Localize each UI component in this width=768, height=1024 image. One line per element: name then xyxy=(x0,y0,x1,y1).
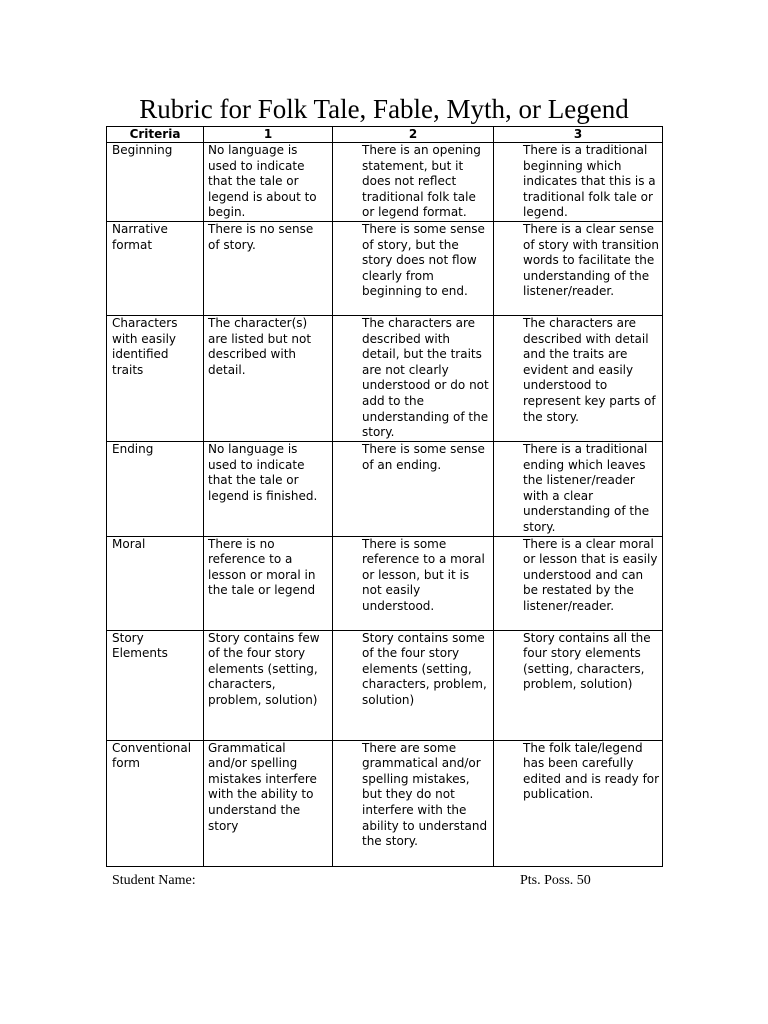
header-score-2: 2 xyxy=(333,127,494,143)
score-1-cell: There is no sense of story. xyxy=(204,222,333,316)
score-2-cell: There is some reference to a moral or lesson, but it is not easily understood. xyxy=(333,536,494,630)
table-row xyxy=(107,222,663,316)
score-1-cell: No language is used to indicate that the tale or legend is finished. xyxy=(204,442,333,537)
score-3-cell: Story contains all the four story elements (setting, characters, problem, solution) xyxy=(494,630,663,740)
student-name-label: Student Name: xyxy=(112,873,196,888)
table-row xyxy=(107,316,663,442)
criteria-cell: Moral xyxy=(107,536,204,630)
header-score-1: 1 xyxy=(204,127,333,143)
score-2-cell: There is an opening statement, but it does not reflect traditional folk tale or legend format. xyxy=(333,143,494,222)
criteria-cell: Narrative format xyxy=(107,222,204,316)
score-2-cell: Story contains some of the four story elements (setting, characters, problem, solution) xyxy=(333,630,494,740)
criteria-cell: Story Elements xyxy=(107,630,204,740)
page-title: Rubric for Folk Tale, Fable, Myth, or Legend xyxy=(139,94,629,124)
criteria-cell: Ending xyxy=(107,442,204,537)
score-2-cell: There is some sense of an ending. xyxy=(333,442,494,537)
score-3-cell: The characters are described with detail and the traits are evident and easily understood to represent key parts of the story. xyxy=(494,316,663,442)
table-row xyxy=(107,740,663,866)
score-1-cell: Grammatical and/or spelling mistakes interfere with the ability to understand the story xyxy=(204,740,333,866)
score-3-cell: There is a clear sense of story with transition words to facilitate the understanding of the listener/reader. xyxy=(494,222,663,316)
score-3-cell: The folk tale/legend has been carefully edited and is ready for publication. xyxy=(494,740,663,866)
score-1-cell: Story contains few of the four story elements (setting, characters, problem, solution) xyxy=(204,630,333,740)
score-3-cell: There is a traditional ending which leaves the listener/reader with a clear understanding of the story. xyxy=(494,442,663,537)
score-3-cell: There is a clear moral or lesson that is easily understood and can be restated by the listener/reader. xyxy=(494,536,663,630)
header-criteria: Criteria xyxy=(107,127,204,143)
score-3-cell: There is a traditional beginning which indicates that this is a traditional folk tale or legend. xyxy=(494,143,663,222)
score-2-cell: There is some sense of story, but the story does not flow clearly from beginning to end. xyxy=(333,222,494,316)
score-1-cell: There is no reference to a lesson or moral in the tale or legend xyxy=(204,536,333,630)
rubric-table xyxy=(106,126,663,867)
score-1-cell: The character(s) are listed but not described with detail. xyxy=(204,316,333,442)
table-row xyxy=(107,442,663,537)
header-score-3: 3 xyxy=(494,127,663,143)
criteria-cell: Characters with easily identified traits xyxy=(107,316,204,442)
table-row xyxy=(107,630,663,740)
points-possible: Pts. Poss. 50 xyxy=(520,873,591,888)
score-2-cell: There are some grammatical and/or spelling mistakes, but they do not interfere with the ability to understand the story. xyxy=(333,740,494,866)
table-row xyxy=(107,536,663,630)
header-row xyxy=(107,127,663,143)
score-1-cell: No language is used to indicate that the tale or legend is about to begin. xyxy=(204,143,333,222)
criteria-cell: Beginning xyxy=(107,143,204,222)
score-2-cell: The characters are described with detail, but the traits are not clearly understood or do not add to the understanding of the story. xyxy=(333,316,494,442)
criteria-cell: Conventional form xyxy=(107,740,204,866)
table-row xyxy=(107,143,663,222)
